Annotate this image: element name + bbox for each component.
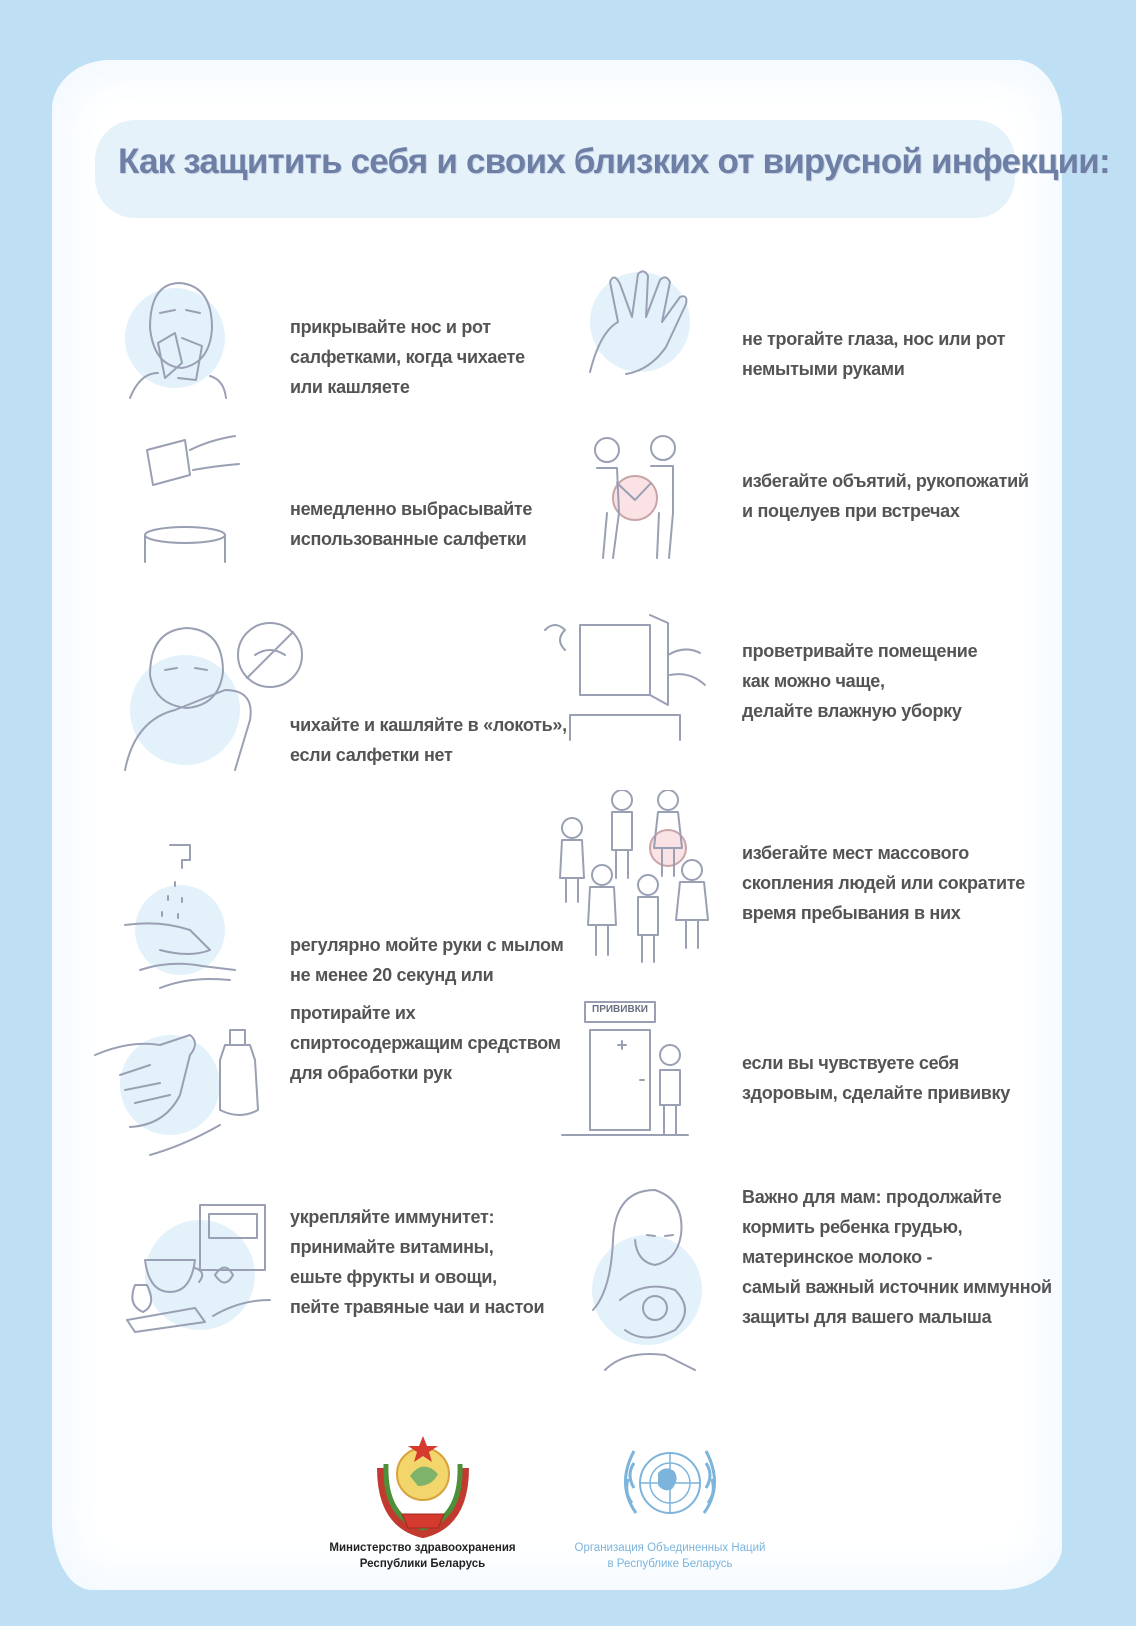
page-title: Как защитить себя и своих близких от вирусной инфекции: — [118, 142, 1110, 181]
hand-washing-icon — [120, 840, 240, 990]
vaccination-sign: ПРИВИВКИ — [592, 1004, 648, 1015]
hand-icon — [580, 262, 700, 382]
sneeze-tissue-icon — [120, 268, 230, 408]
tip-text-7: регулярно мойте руки с мылом не менее 20 секунд или — [290, 935, 564, 985]
tip-text-6: избегайте мест массового скопления людей или сократите время пребывания в них — [742, 843, 1025, 923]
tip-text-5: проветривайте помещение как можно чаще, делайте влажную уборку — [742, 641, 978, 721]
window-icon — [540, 605, 710, 745]
tip-text-3: избегайте объятий, рукопожатий и поцелуев при встречах — [742, 471, 1029, 521]
belarus-emblem-icon — [372, 1428, 474, 1538]
elbow-sneeze-icon — [115, 610, 305, 775]
un-caption: Организация Объединенных Наций в Республике Беларусь — [574, 1542, 766, 1570]
ministry-caption: Министерство здравоохранения Республики Беларусь — [329, 1542, 516, 1570]
tip-text-1: не трогайте глаза, нос или рот немытыми руками — [742, 329, 1006, 379]
trash-bin-icon — [135, 430, 245, 565]
tip-text-11: Важно для мам: продолжайте кормить ребенка грудью, материнское молоко - самый важный источник иммунной защиты для вашего малыша — [742, 1187, 1052, 1327]
sanitizer-icon — [90, 1015, 270, 1165]
vitamins-food-icon — [125, 1190, 275, 1335]
tip-text-9: если вы чувствуете себя здоровым, сделайте прививку — [742, 1053, 1010, 1103]
tip-text-0: прикрывайте нос и рот салфетками, когда чихаете или кашляете — [290, 317, 525, 397]
vaccination-door-icon — [560, 1000, 690, 1140]
un-emblem-icon — [610, 1433, 730, 1533]
tip-text-10: укрепляйте иммунитет: принимайте витамины, ешьте фрукты и овощи, пейте травяные чаи и настои — [290, 1207, 545, 1317]
tip-text-2: немедленно выбрасывайте использованные салфетки — [290, 499, 533, 549]
tip-text-8: протирайте их спиртосодержащим средством для обработки рук — [290, 1003, 561, 1083]
tip-text-4: чихайте и кашляйте в «локоть», если салфетки нет — [290, 715, 567, 765]
breastfeeding-mother-icon — [585, 1180, 705, 1375]
crowd-icon — [550, 790, 720, 965]
handshake-icon — [585, 428, 685, 563]
